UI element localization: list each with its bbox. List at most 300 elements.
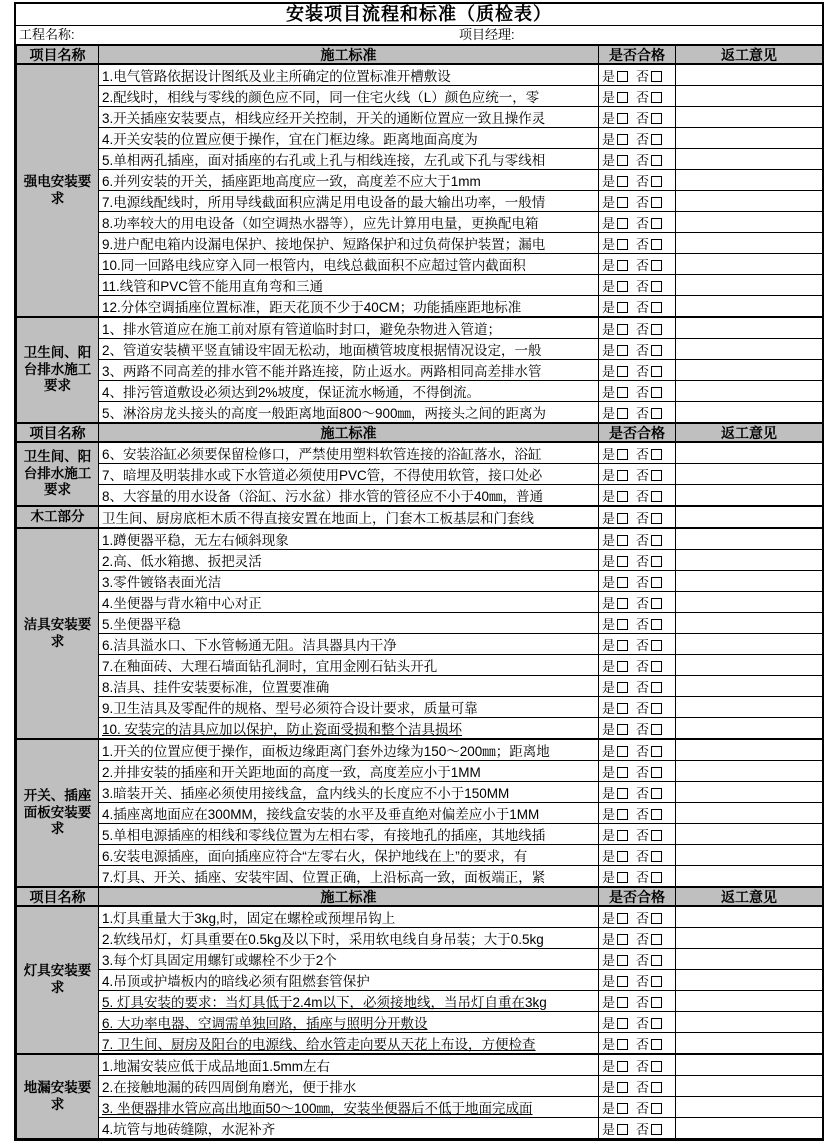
yes-checkbox[interactable] (617, 281, 628, 292)
yes-checkbox[interactable] (617, 746, 628, 757)
rework-cell[interactable] (676, 928, 823, 949)
yes-checkbox[interactable] (617, 260, 628, 271)
yes-checkbox[interactable] (617, 913, 628, 924)
rework-cell[interactable] (676, 233, 823, 254)
table-row (17, 464, 823, 485)
yes-label: 是 (602, 194, 616, 210)
rework-cell[interactable] (676, 381, 823, 402)
no-checkbox[interactable] (651, 767, 662, 778)
no-checkbox[interactable] (651, 913, 662, 924)
rework-cell[interactable] (676, 275, 823, 296)
rework-cell[interactable] (676, 866, 823, 888)
no-checkbox[interactable] (651, 345, 662, 356)
standard-cell: 3. 坐便器排水管应高出地面50～100㎜，安装坐便器后不低于地面完成面 (99, 1097, 599, 1118)
column-header-rework: 返工意见 (676, 423, 823, 442)
standard-cell: 10. 安装完的洁具应加以保护，防止瓷面受损和整个洁具损坏 (99, 718, 599, 740)
standard-cell: 10.同一回路电线应穿入同一根管内，电线总截面积不应超过管内截面积 (99, 254, 599, 275)
rework-cell[interactable] (676, 212, 823, 233)
section-label: 灯具安装要求 (17, 906, 99, 1054)
standard-cell: 6.洁具溢水口、下水管畅通无阻。洁具器具内干净 (99, 634, 599, 655)
section-label: 开关、插座面板安装要求 (17, 739, 99, 887)
column-header-standard: 施工标准 (99, 45, 599, 64)
pass-cell (599, 1012, 676, 1033)
pass-cell (599, 970, 676, 991)
no-label: 否 (636, 910, 650, 926)
pass-cell (599, 845, 676, 866)
standard-cell: 5. 灯具安装的要求：当灯具低于2.4m以下，必须接地线，当吊灯自重在3kg (99, 991, 599, 1012)
yes-label: 是 (602, 342, 616, 358)
yes-label: 是 (602, 363, 616, 379)
yes-checkbox[interactable] (617, 71, 628, 82)
yes-label: 是 (602, 1058, 616, 1074)
standard-cell: 9.进户配电箱内设漏电保护、接地保护、短路保护和过负荷保护装置；漏电 (99, 233, 599, 254)
no-checkbox[interactable] (651, 134, 662, 145)
pass-cell (599, 676, 676, 697)
yes-label: 是 (602, 89, 616, 105)
rework-cell[interactable] (676, 550, 823, 571)
yes-checkbox[interactable] (617, 155, 628, 166)
section-label: 卫生间、阳台排水施工要求 (17, 442, 99, 506)
pass-cell (599, 402, 676, 424)
column-header-item: 项目名称 (17, 45, 99, 64)
table-row (17, 1054, 823, 1076)
yes-checkbox[interactable] (617, 387, 628, 398)
no-checkbox[interactable] (651, 302, 662, 313)
pass-cell (599, 928, 676, 949)
no-checkbox[interactable] (651, 470, 662, 481)
column-header-item: 项目名称 (17, 423, 99, 442)
pass-cell (599, 906, 676, 928)
no-checkbox[interactable] (651, 976, 662, 987)
column-header-item: 项目名称 (17, 887, 99, 906)
standard-cell: 9.卫生洁具及零配件的规格、型号必须符合设计要求，质量可靠 (99, 697, 599, 718)
yes-checkbox[interactable] (617, 408, 628, 419)
yes-checkbox[interactable] (617, 113, 628, 124)
no-checkbox[interactable] (651, 1124, 662, 1135)
no-checkbox[interactable] (651, 387, 662, 398)
table-row (17, 442, 823, 464)
no-checkbox[interactable] (651, 260, 662, 271)
table-header-row (17, 887, 823, 906)
table-header-row (17, 45, 823, 64)
rework-cell[interactable] (676, 64, 823, 86)
table-row (17, 613, 823, 634)
yes-checkbox[interactable] (617, 1039, 628, 1050)
yes-label: 是 (602, 299, 616, 315)
yes-checkbox[interactable] (617, 176, 628, 187)
rework-cell[interactable] (676, 339, 823, 360)
table-row (17, 506, 823, 528)
yes-label: 是 (602, 764, 616, 780)
table-row (17, 128, 823, 149)
no-checkbox[interactable] (651, 809, 662, 820)
no-checkbox[interactable] (651, 682, 662, 693)
table-row (17, 86, 823, 107)
yes-checkbox[interactable] (617, 1124, 628, 1135)
rework-cell[interactable] (676, 761, 823, 782)
no-checkbox[interactable] (651, 366, 662, 377)
pass-cell (599, 655, 676, 676)
rework-cell[interactable] (676, 592, 823, 613)
yes-checkbox[interactable] (617, 577, 628, 588)
rework-cell[interactable] (676, 1097, 823, 1118)
yes-label: 是 (602, 1015, 616, 1031)
yes-checkbox[interactable] (617, 830, 628, 841)
standard-cell: 4.插座离地面应在300MM，接线盒安装的水平及垂直绝对偏差应小于1MM (99, 803, 599, 824)
rework-cell[interactable] (676, 485, 823, 507)
yes-checkbox[interactable] (617, 92, 628, 103)
pass-cell (599, 991, 676, 1012)
yes-checkbox[interactable] (617, 324, 628, 335)
standard-cell: 7. 卫生间、厨房及阳台的电源线、给水管走向要从天花上布设，方便检查 (99, 1033, 599, 1055)
pass-cell (599, 506, 676, 528)
table-row (17, 381, 823, 402)
pass-cell (599, 317, 676, 339)
yes-checkbox[interactable] (617, 513, 628, 524)
pass-cell (599, 803, 676, 824)
yes-label: 是 (602, 994, 616, 1010)
no-checkbox[interactable] (651, 324, 662, 335)
rework-cell[interactable] (676, 845, 823, 866)
rework-cell[interactable] (676, 442, 823, 464)
no-checkbox[interactable] (651, 1061, 662, 1072)
pass-cell (599, 571, 676, 592)
rework-cell[interactable] (676, 528, 823, 550)
yes-checkbox[interactable] (617, 955, 628, 966)
no-checkbox[interactable] (651, 746, 662, 757)
pass-cell (599, 1076, 676, 1097)
table-row (17, 339, 823, 360)
no-label: 否 (636, 236, 650, 252)
yes-label: 是 (602, 446, 616, 462)
no-label: 否 (636, 931, 650, 947)
rework-cell[interactable] (676, 402, 823, 424)
no-label: 否 (636, 510, 650, 526)
rework-cell[interactable] (676, 613, 823, 634)
yes-label: 是 (602, 658, 616, 674)
pass-cell (599, 339, 676, 360)
standard-cell: 7.电源线配线时，所用导线截面积应满足用电设备的最大输出功率，一般情 (99, 191, 599, 212)
yes-checkbox[interactable] (617, 934, 628, 945)
yes-label: 是 (602, 215, 616, 231)
no-checkbox[interactable] (651, 408, 662, 419)
section-label: 地漏安装要求 (17, 1054, 99, 1139)
standard-cell: 12.分体空调插座位置标准，距天花顶不少于40CM；功能插座距地标准 (99, 296, 599, 318)
table-row (17, 485, 823, 507)
yes-checkbox[interactable] (617, 1018, 628, 1029)
yes-label: 是 (602, 1036, 616, 1052)
pass-cell (599, 212, 676, 233)
table-row (17, 170, 823, 191)
info-row (16, 25, 822, 44)
column-header-rework: 返工意见 (676, 45, 823, 64)
table-row (17, 782, 823, 803)
no-checkbox[interactable] (651, 577, 662, 588)
no-checkbox[interactable] (651, 491, 662, 502)
yes-checkbox[interactable] (617, 535, 628, 546)
rework-cell[interactable] (676, 360, 823, 381)
no-checkbox[interactable] (651, 724, 662, 735)
table-row (17, 697, 823, 718)
rework-cell[interactable] (676, 991, 823, 1012)
pass-cell (599, 107, 676, 128)
yes-checkbox[interactable] (617, 345, 628, 356)
yes-checkbox[interactable] (617, 449, 628, 460)
pass-cell (599, 592, 676, 613)
no-checkbox[interactable] (651, 155, 662, 166)
no-label: 否 (636, 488, 650, 504)
no-label: 否 (636, 869, 650, 885)
no-checkbox[interactable] (651, 851, 662, 862)
no-checkbox[interactable] (651, 92, 662, 103)
no-checkbox[interactable] (651, 640, 662, 651)
no-checkbox[interactable] (651, 281, 662, 292)
pass-cell (599, 782, 676, 803)
yes-checkbox[interactable] (617, 1061, 628, 1072)
no-label: 否 (636, 194, 650, 210)
no-checkbox[interactable] (651, 788, 662, 799)
table-row (17, 528, 823, 550)
rework-cell[interactable] (676, 149, 823, 170)
yes-checkbox[interactable] (617, 470, 628, 481)
yes-checkbox[interactable] (617, 809, 628, 820)
pass-cell (599, 128, 676, 149)
no-label: 否 (636, 110, 650, 126)
pass-cell (599, 360, 676, 381)
no-checkbox[interactable] (651, 703, 662, 714)
yes-checkbox[interactable] (617, 997, 628, 1008)
table-row (17, 824, 823, 845)
pass-cell (599, 275, 676, 296)
yes-checkbox[interactable] (617, 661, 628, 672)
yes-checkbox[interactable] (617, 1082, 628, 1093)
yes-checkbox[interactable] (617, 682, 628, 693)
no-label: 否 (636, 173, 650, 189)
yes-label: 是 (602, 131, 616, 147)
rework-cell[interactable] (676, 254, 823, 275)
no-checkbox[interactable] (651, 176, 662, 187)
rework-cell[interactable] (676, 317, 823, 339)
no-label: 否 (636, 257, 650, 273)
rework-cell[interactable] (676, 697, 823, 718)
pass-cell (599, 613, 676, 634)
column-header-rework: 返工意见 (676, 887, 823, 906)
yes-checkbox[interactable] (617, 851, 628, 862)
no-label: 否 (636, 700, 650, 716)
rework-cell[interactable] (676, 634, 823, 655)
pass-cell (599, 866, 676, 888)
pass-cell (599, 149, 676, 170)
yes-checkbox[interactable] (617, 302, 628, 313)
project-name-label: 工程名称: (19, 27, 75, 42)
yes-label: 是 (602, 257, 616, 273)
yes-checkbox[interactable] (617, 134, 628, 145)
no-checkbox[interactable] (651, 872, 662, 883)
standard-cell: 3、两路不同高差的排水管不能并路连接，防止返水。两路相同高差排水管 (99, 360, 599, 381)
table-row (17, 676, 823, 697)
rework-cell[interactable] (676, 107, 823, 128)
yes-label: 是 (602, 574, 616, 590)
table-row (17, 212, 823, 233)
no-label: 否 (636, 827, 650, 843)
rework-cell[interactable] (676, 782, 823, 803)
project-manager-label: 项目经理: (459, 27, 515, 42)
yes-checkbox[interactable] (617, 598, 628, 609)
page-title: 安装项目流程和标准（质检表） (286, 4, 552, 24)
yes-checkbox[interactable] (617, 197, 628, 208)
section-label: 洁具安装要求 (17, 528, 99, 739)
rework-cell[interactable] (676, 1012, 823, 1033)
rework-cell[interactable] (676, 655, 823, 676)
standard-cell: 5.坐便器平稳 (99, 613, 599, 634)
yes-checkbox[interactable] (617, 640, 628, 651)
table-row (17, 296, 823, 318)
no-checkbox[interactable] (651, 71, 662, 82)
yes-label: 是 (602, 637, 616, 653)
pass-cell (599, 170, 676, 191)
pass-cell (599, 1054, 676, 1076)
yes-checkbox[interactable] (617, 491, 628, 502)
no-checkbox[interactable] (651, 218, 662, 229)
standard-cell: 2.高、低水箱摠、扳把灵活 (99, 550, 599, 571)
pass-cell (599, 550, 676, 571)
no-label: 否 (636, 446, 650, 462)
no-checkbox[interactable] (651, 1039, 662, 1050)
standard-cell: 6. 大功率电器、空调需单独回路，插座与照明分开敷设 (99, 1012, 599, 1033)
no-checkbox[interactable] (651, 197, 662, 208)
yes-checkbox[interactable] (617, 366, 628, 377)
inspection-table (16, 44, 823, 1139)
table-row (17, 402, 823, 424)
standard-cell: 3.零件镀铬表面光洁 (99, 571, 599, 592)
table-row (17, 655, 823, 676)
no-label: 否 (636, 321, 650, 337)
rework-cell[interactable] (676, 739, 823, 761)
pass-cell (599, 254, 676, 275)
rework-cell[interactable] (676, 191, 823, 212)
no-label: 否 (636, 532, 650, 548)
table-row (17, 928, 823, 949)
yes-label: 是 (602, 743, 616, 759)
standard-cell: 8.功率较大的用电设备（如空调热水器等），应先计算用电量，更换配电箱 (99, 212, 599, 233)
table-row (17, 107, 823, 128)
rework-cell[interactable] (676, 803, 823, 824)
rework-cell[interactable] (676, 676, 823, 697)
table-row (17, 360, 823, 381)
rework-cell[interactable] (676, 128, 823, 149)
rework-cell[interactable] (676, 1118, 823, 1139)
no-checkbox[interactable] (651, 1103, 662, 1114)
no-checkbox[interactable] (651, 113, 662, 124)
no-checkbox[interactable] (651, 619, 662, 630)
rework-cell[interactable] (676, 86, 823, 107)
no-checkbox[interactable] (651, 997, 662, 1008)
no-checkbox[interactable] (651, 598, 662, 609)
yes-checkbox[interactable] (617, 556, 628, 567)
rework-cell[interactable] (676, 824, 823, 845)
yes-label: 是 (602, 278, 616, 294)
no-checkbox[interactable] (651, 513, 662, 524)
rework-cell[interactable] (676, 906, 823, 928)
table-row (17, 761, 823, 782)
rework-cell[interactable] (676, 1076, 823, 1097)
yes-checkbox[interactable] (617, 1103, 628, 1114)
yes-label: 是 (602, 848, 616, 864)
yes-label: 是 (602, 467, 616, 483)
standard-cell: 7.在釉面砖、大理石墙面钻孔洞时，宜用金刚石钻头开孔 (99, 655, 599, 676)
no-checkbox[interactable] (651, 1082, 662, 1093)
no-checkbox[interactable] (651, 955, 662, 966)
yes-label: 是 (602, 321, 616, 337)
no-label: 否 (636, 994, 650, 1010)
column-header-standard: 施工标准 (99, 423, 599, 442)
table-row (17, 149, 823, 170)
yes-checkbox[interactable] (617, 619, 628, 630)
rework-cell[interactable] (676, 949, 823, 970)
table-row (17, 991, 823, 1012)
rework-cell[interactable] (676, 464, 823, 485)
yes-checkbox[interactable] (617, 976, 628, 987)
table-row (17, 317, 823, 339)
standard-cell: 5、淋浴房龙头接头的高度一般距离地面800～900㎜，两接头之间的距离为 (99, 402, 599, 424)
yes-label: 是 (602, 1121, 616, 1137)
pass-cell (599, 464, 676, 485)
no-checkbox[interactable] (651, 556, 662, 567)
table-row (17, 1118, 823, 1139)
rework-cell[interactable] (676, 1054, 823, 1076)
no-checkbox[interactable] (651, 449, 662, 460)
rework-cell[interactable] (676, 170, 823, 191)
no-label: 否 (636, 1121, 650, 1137)
standard-cell: 1.蹲便器平稳，无左右倾斜现象 (99, 528, 599, 550)
no-label: 否 (636, 1100, 650, 1116)
yes-checkbox[interactable] (617, 703, 628, 714)
no-checkbox[interactable] (651, 535, 662, 546)
no-checkbox[interactable] (651, 830, 662, 841)
no-checkbox[interactable] (651, 661, 662, 672)
no-label: 否 (636, 806, 650, 822)
pass-cell (599, 739, 676, 761)
standard-cell: 6.安装电源插座，面向插座应符合“左零右火，保护地线在上”的要求，有 (99, 845, 599, 866)
rework-cell[interactable] (676, 718, 823, 740)
rework-cell[interactable] (676, 1033, 823, 1055)
standard-cell: 1.灯具重量大于3kg,时，固定在螺栓或预埋吊钩上 (99, 906, 599, 928)
yes-label: 是 (602, 910, 616, 926)
yes-checkbox[interactable] (617, 872, 628, 883)
yes-checkbox[interactable] (617, 724, 628, 735)
no-label: 否 (636, 743, 650, 759)
yes-label: 是 (602, 806, 616, 822)
rework-cell[interactable] (676, 296, 823, 318)
standard-cell: 11.线管和PVC管不能用直角弯和三通 (99, 275, 599, 296)
yes-checkbox[interactable] (617, 767, 628, 778)
table-row (17, 739, 823, 761)
no-label: 否 (636, 68, 650, 84)
rework-cell[interactable] (676, 970, 823, 991)
no-checkbox[interactable] (651, 1018, 662, 1029)
no-label: 否 (636, 721, 650, 737)
no-checkbox[interactable] (651, 239, 662, 250)
no-label: 否 (636, 1015, 650, 1031)
rework-cell[interactable] (676, 571, 823, 592)
no-label: 否 (636, 363, 650, 379)
yes-checkbox[interactable] (617, 218, 628, 229)
yes-checkbox[interactable] (617, 788, 628, 799)
rework-cell[interactable] (676, 506, 823, 528)
yes-checkbox[interactable] (617, 239, 628, 250)
no-checkbox[interactable] (651, 934, 662, 945)
table-row (17, 64, 823, 86)
